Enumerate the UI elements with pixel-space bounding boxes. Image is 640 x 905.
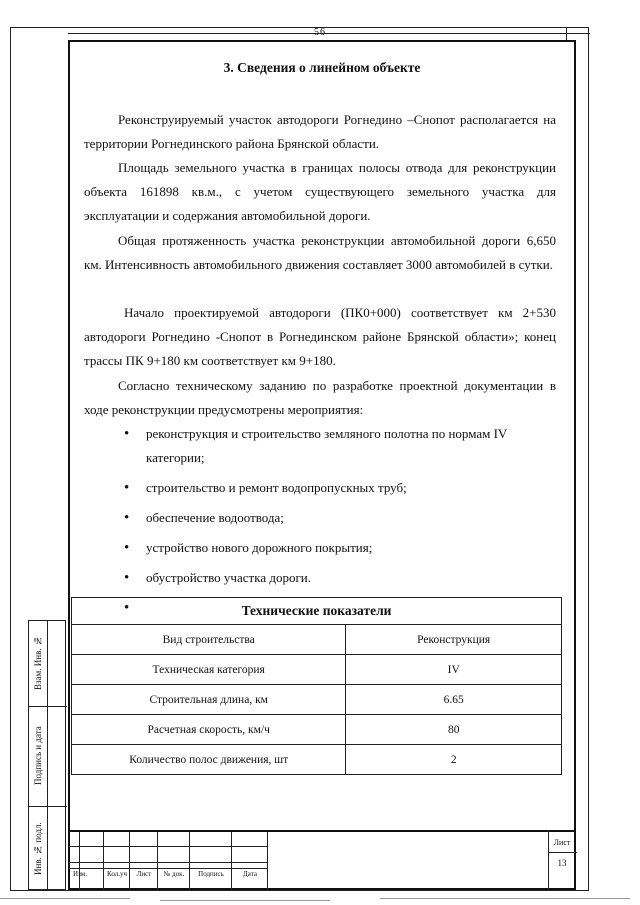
table-row bbox=[72, 745, 562, 775]
sheet-label: Лист bbox=[553, 838, 571, 847]
scan-artifact-line bbox=[160, 900, 330, 901]
table-cell: IV bbox=[346, 655, 562, 685]
vzam-inv-label: Взам. Инв. № bbox=[33, 636, 43, 691]
sheet-number: 13 bbox=[557, 858, 567, 868]
table-cell: Строительная длина, км bbox=[72, 685, 346, 715]
paragraph-4: Начало проектируемой автодороги (ПК0+000) соответствует км 2+530 автодороги Рогнедино -Снопот в Рогнединском районе Брянской области»; конец трассы ПК 9+180 км соответствует км 9+180. bbox=[84, 305, 556, 368]
stamp-row-line bbox=[68, 846, 268, 847]
list-item: • обустройство участка дороги. bbox=[120, 566, 565, 590]
technical-indicators-table bbox=[71, 597, 562, 775]
table-cell: Расчетная скорость, км/ч bbox=[72, 715, 346, 745]
measures-list bbox=[120, 422, 565, 626]
stamp-label-doc: № док. bbox=[163, 870, 185, 878]
table-cell: Количество полос движения, шт bbox=[72, 745, 346, 775]
scan-artifact-line bbox=[0, 898, 130, 899]
scan-artifact-line bbox=[380, 898, 630, 899]
list-item: • обеспечение водоотвода; bbox=[120, 506, 565, 530]
section-title: 3. Сведения о линейном объекте bbox=[223, 60, 421, 75]
title-block bbox=[68, 830, 576, 890]
stamp-label-kolvo: Кол.уч bbox=[107, 870, 127, 878]
table-row bbox=[72, 685, 562, 715]
table-cell: Техническая категория bbox=[72, 655, 346, 685]
scan-page-number: 56 bbox=[314, 27, 326, 38]
table-cell: 2 bbox=[346, 745, 562, 775]
table-caption: Технические показатели bbox=[72, 598, 562, 625]
stamp-label-list: Лист bbox=[136, 870, 152, 878]
paragraph-3: Общая протяженность участка реконструкции автомобильной дороги 6,650 км. Интенсивность автомобильного движения составляет 3000 автомобилей в сутки. bbox=[84, 233, 556, 272]
stamp-cell bbox=[68, 832, 268, 890]
stamp-row-line bbox=[68, 868, 268, 869]
list-item: • строительство и ремонт водопропускных труб; bbox=[120, 476, 565, 500]
table-header-cell: Реконструкция bbox=[346, 625, 562, 655]
table-row bbox=[72, 655, 562, 685]
list-item: • устройство нового дорожного покрытия; bbox=[120, 536, 565, 560]
table-header-row bbox=[72, 625, 562, 655]
table-header-cell: Вид строительства bbox=[72, 625, 346, 655]
stamp-label-date: Дата bbox=[243, 870, 257, 878]
paragraph-2: Площадь земельного участка в границах полосы отвода для реконструкции объекта 161898 кв.м., с учетом существующего земельного участка для эксплуатации и содержания автомобильной дороги. bbox=[84, 160, 556, 223]
stamp-row-line bbox=[68, 862, 268, 863]
stamp-label-izm: Изм. bbox=[73, 870, 87, 878]
paragraph-1: Реконструируемый участок автодороги Рогнедино –Снопот располагается на территории Рогнединского района Брянской области. bbox=[84, 112, 556, 151]
signature-date-label: Подпись и дата bbox=[33, 726, 43, 786]
side-stamp bbox=[28, 620, 66, 890]
table-cell: 6.65 bbox=[346, 685, 562, 715]
paragraph-5: Согласно техническому заданию по разработке проектной документации в ходе реконструкции предусмотрены мероприятия: bbox=[84, 378, 556, 417]
table-row bbox=[72, 715, 562, 745]
corner-box bbox=[566, 27, 577, 40]
stamp-label-signature: Подпись bbox=[198, 870, 224, 878]
table-cell: 80 bbox=[346, 715, 562, 745]
list-item: • реконструкция и строительство земляного полотна по нормам IV категории; bbox=[120, 422, 565, 470]
inv-podl-label: Инв. № подл. bbox=[33, 822, 43, 875]
